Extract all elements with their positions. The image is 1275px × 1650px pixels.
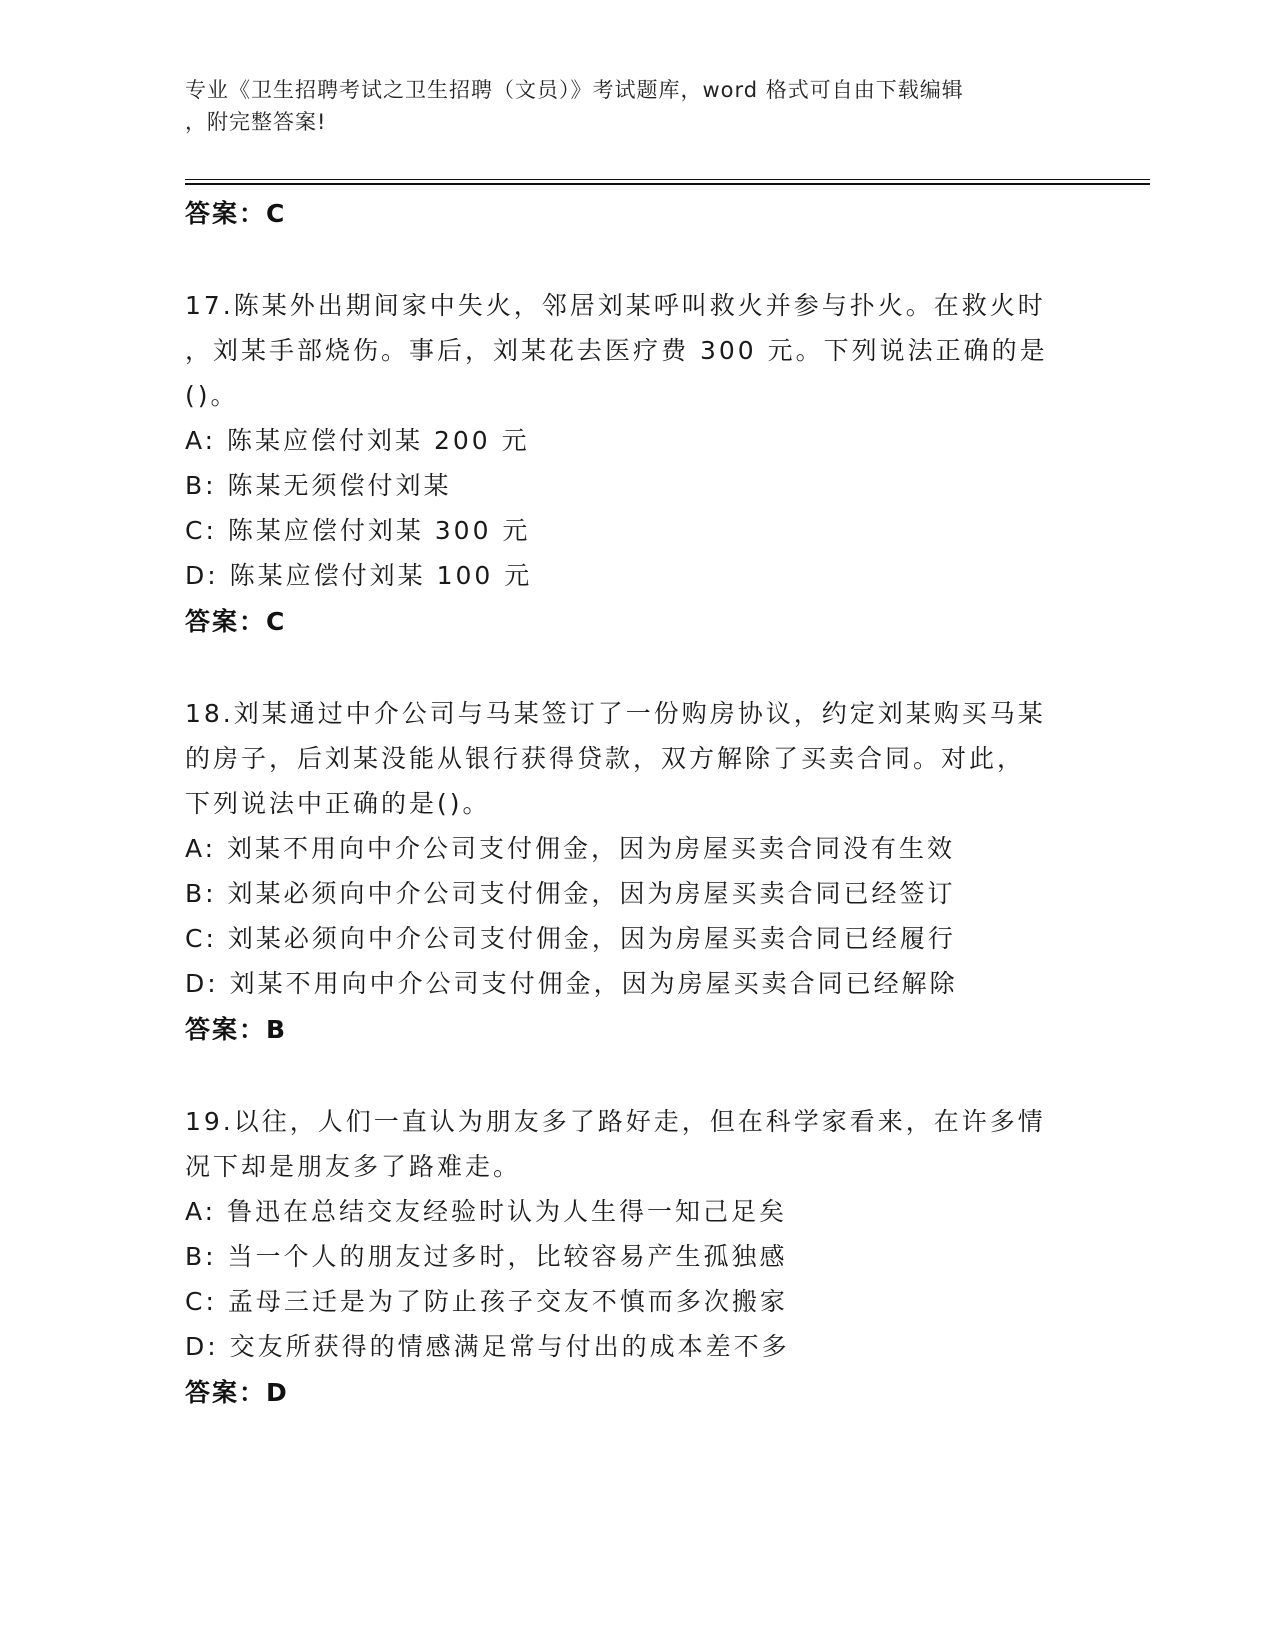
option-b: B: 刘某必须向中介公司支付佣金，因为房屋买卖合同已经签订	[185, 879, 956, 908]
question-text-line: 的房子，后刘某没能从银行获得贷款，双方解除了买卖合同。对此，	[185, 744, 1026, 773]
option-d: D: 刘某不用向中介公司支付佣金，因为房屋买卖合同已经解除	[185, 969, 958, 998]
header-divider-thick	[185, 183, 1150, 185]
question-18	[185, 691, 1085, 1052]
question-text-line: ，刘某手部烧伤。事后，刘某花去医疗费 300 元。下列说法正确的是	[185, 336, 1048, 365]
option-c: C: 陈某应偿付刘某 300 元	[185, 516, 531, 545]
question-text-line: 19.以往，人们一直认为朋友多了路好走，但在科学家看来，在许多情	[185, 1107, 1046, 1136]
question-19	[185, 1099, 1085, 1415]
option-c: C: 刘某必须向中介公司支付佣金，因为房屋买卖合同已经履行	[185, 924, 956, 953]
option-d: D: 陈某应偿付刘某 100 元	[185, 561, 533, 590]
question-text-line: 17.陈某外出期间家中失火，邻居刘某呼叫救火并参与扑火。在救火时	[185, 291, 1046, 320]
answer: 答案：D	[185, 1378, 289, 1407]
answer: 答案：B	[185, 1015, 288, 1044]
option-a: A: 刘某不用向中介公司支付佣金，因为房屋买卖合同没有生效	[185, 834, 956, 863]
question-list	[185, 190, 1085, 1415]
question-text-line: 下列说法中正确的是()。	[185, 789, 491, 818]
header-line-2: ，附完整答案!	[185, 110, 327, 134]
answer: 答案：C	[185, 607, 287, 636]
option-a: A: 鲁迅在总结交友经验时认为人生得一知己足矣	[185, 1197, 788, 1226]
header-line-1: 专业《卫生招聘考试之卫生招聘（文员）》考试题库，word 格式可自由下载编辑	[185, 78, 964, 102]
question-text-line: 18.刘某通过中介公司与马某签订了一份购房协议，约定刘某购买马某	[185, 699, 1046, 728]
option-b: B: 当一个人的朋友过多时，比较容易产生孤独感	[185, 1242, 788, 1271]
question-text-line: 况下却是朋友多了路难走。	[185, 1152, 522, 1181]
option-d: D: 交友所获得的情感满足常与付出的成本差不多	[185, 1332, 790, 1361]
header-divider-thin	[185, 179, 1150, 180]
option-b: B: 陈某无须偿付刘某	[185, 471, 452, 500]
question-17	[185, 283, 1085, 644]
option-a: A: 陈某应偿付刘某 200 元	[185, 426, 530, 455]
question-text-line: ()。	[185, 381, 239, 410]
option-c: C: 孟母三迁是为了防止孩子交友不慎而多次搬家	[185, 1287, 788, 1316]
previous-answer: 答案：C	[185, 199, 287, 228]
document-header	[185, 74, 1065, 138]
